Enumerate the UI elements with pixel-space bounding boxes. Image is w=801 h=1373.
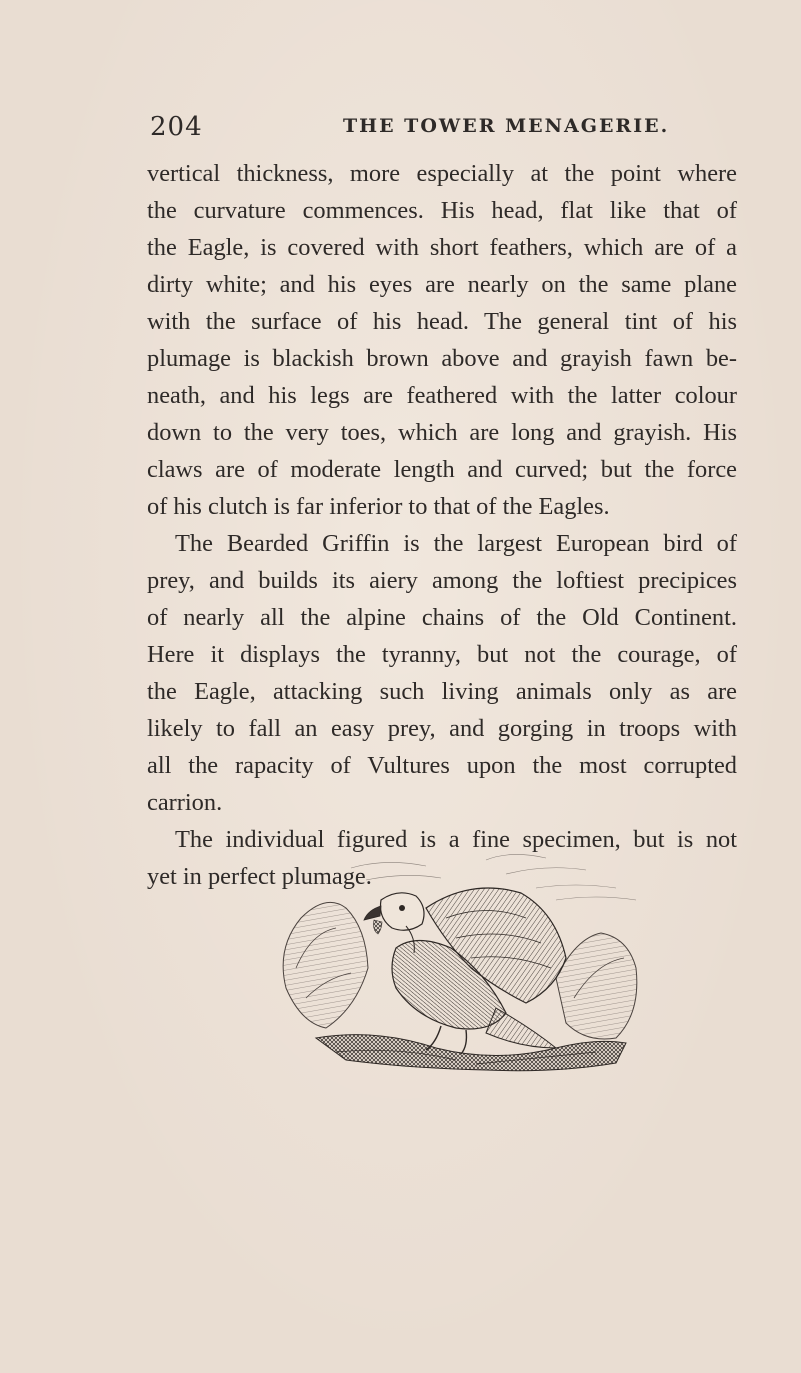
text-line: all the rapacity of Vultures upon the most corrupted bbox=[147, 752, 737, 779]
text-line: dirty white; and his eyes are nearly on the same plane bbox=[147, 271, 737, 298]
text-line: carrion. bbox=[147, 789, 223, 816]
rock-right bbox=[556, 933, 637, 1039]
text-line: The Bearded Griffin is the largest European bird of bbox=[175, 530, 737, 557]
running-head bbox=[0, 112, 801, 144]
text-line: of nearly all the alpine chains of the Old Continent. bbox=[147, 604, 737, 631]
text-line: The individual figured is a fine specimen, but is not bbox=[175, 826, 737, 853]
text-line: yet in perfect plumage. bbox=[147, 863, 372, 890]
text-line: likely to fall an easy prey, and gorging in troops with bbox=[147, 715, 737, 742]
griffin-engraving-illustration bbox=[256, 838, 656, 1078]
text-line: neath, and his legs are feathered with the latter colour bbox=[147, 382, 737, 409]
text-line: plumage is blackish brown above and grayish fawn be- bbox=[147, 345, 737, 372]
text-line: Here it displays the tyranny, but not the courage, of bbox=[147, 641, 737, 668]
griffin-bird bbox=[364, 888, 566, 1054]
running-head-title: THE TOWER MENAGERIE. bbox=[343, 115, 670, 137]
text-line: down to the very toes, which are long and grayish. His bbox=[147, 419, 737, 446]
text-line: prey, and builds its aiery among the loftiest precipices bbox=[147, 567, 737, 594]
page-number: 204 bbox=[150, 112, 203, 142]
body-text bbox=[147, 155, 737, 895]
text-line: of his clutch is far inferior to that of the Eagles. bbox=[147, 493, 610, 520]
text-line: the Eagle, attacking such living animals only as are bbox=[147, 678, 737, 705]
text-line: vertical thickness, more especially at the point where bbox=[147, 160, 737, 187]
rock-left bbox=[283, 902, 368, 1028]
text-line: with the surface of his head. The general tint of his bbox=[147, 308, 737, 335]
text-line: the curvature commences. His head, flat like that of bbox=[147, 197, 737, 224]
ground-ledge bbox=[316, 1035, 626, 1071]
text-line: claws are of moderate length and curved; but the force bbox=[147, 456, 737, 483]
text-line: the Eagle, is covered with short feathers, which are of a bbox=[147, 234, 737, 261]
